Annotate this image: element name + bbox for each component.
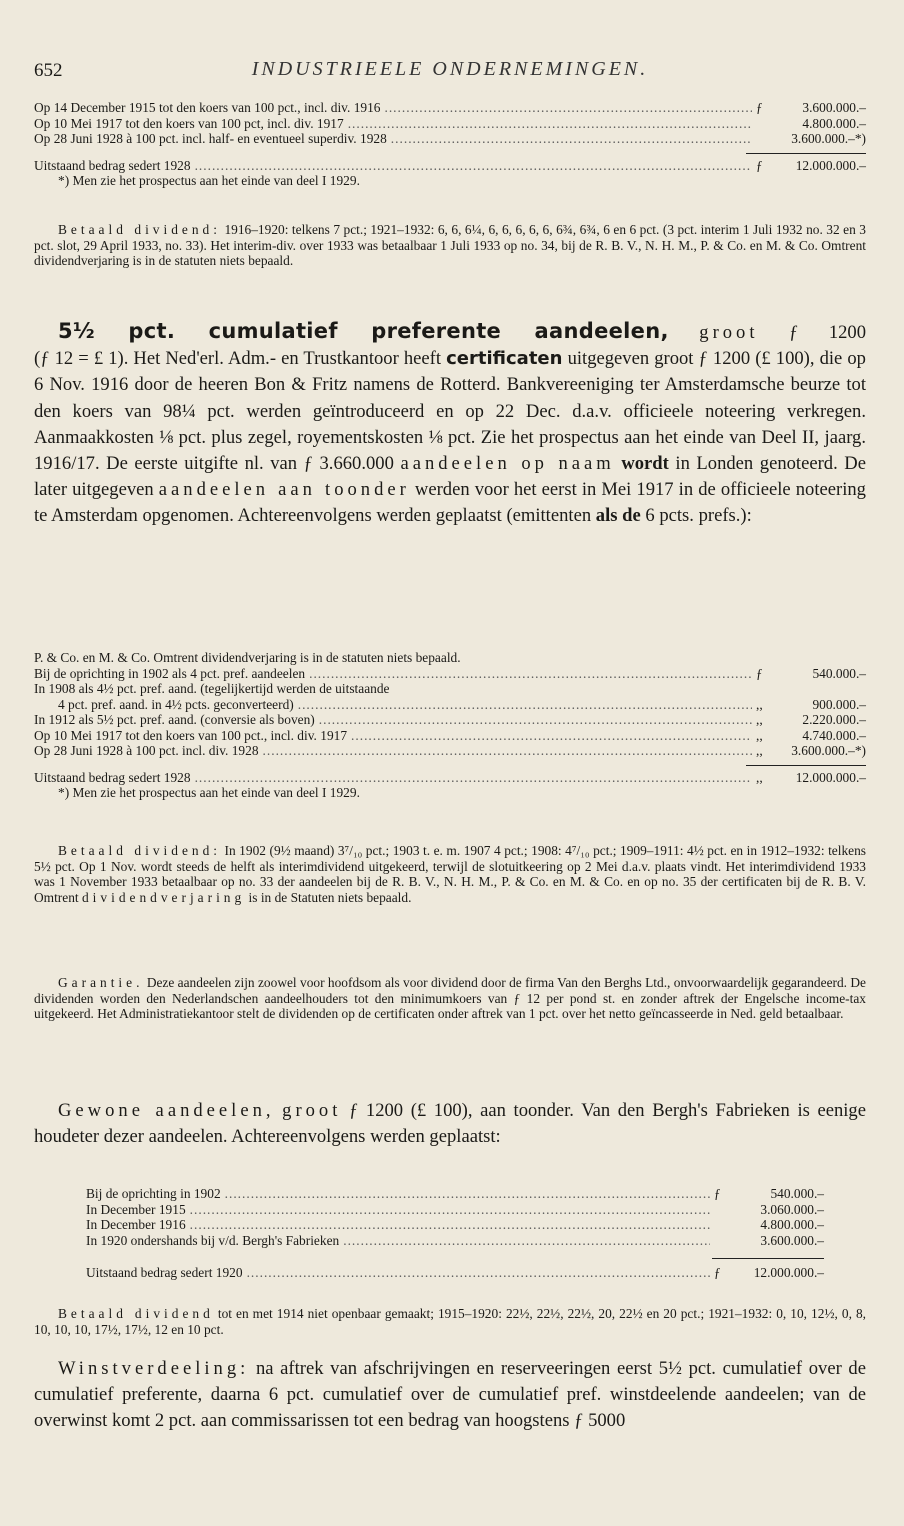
dividend-label: Betaald dividend: <box>58 843 221 858</box>
table-row: In December 1916 ..... 4.800.000.– <box>86 1217 824 1233</box>
guarantee-label: Garantie. <box>58 975 144 990</box>
dividend-label: Betaald dividend: <box>58 222 221 237</box>
table-row: In 1912 als 5½ pct. pref. aand. (conversie als boven) ..... ,, 2.220.000.– <box>34 712 866 728</box>
table-row: Bij de oprichting in 1902 ..... ƒ 540.000.– <box>86 1186 824 1202</box>
table-row: In 1920 ondershands bij v/d. Bergh's Fabrieken ..... 3.600.000.– <box>86 1233 824 1249</box>
table-row: Op 10 Mei 1917 tot den koers van 100 pct, incl. div. 1917 ..... 4.800.000.– <box>34 116 866 132</box>
ordinary-shares-label: Gewone aandeelen, <box>58 1100 275 1121</box>
dividend-paragraph-1 <box>34 222 866 269</box>
issue-table-2 <box>34 650 866 801</box>
footnote: *) Men zie het prospectus aan het einde van deel I 1929. <box>58 173 360 188</box>
table-row: In December 1915 ..... 3.060.000.– <box>86 1202 824 1218</box>
ordinary-shares-paragraph: Gewone aandeelen, groot ƒ 1200 (£ 100), aan toonder. Van den Bergh's Fabrieken is eenige houdeter dezer aandeelen. Achtereenvolgens werden geplaatst: <box>34 1100 866 1148</box>
table-intro: P. & Co. en M. & Co. Omtrent dividendverjaring is in de statuten niets bepaald. <box>34 650 461 665</box>
table-row: Op 28 Juni 1928 à 100 pct. incl. div. 1928 ..... ,, 3.600.000.–*) <box>34 743 866 759</box>
guarantee-paragraph: Garantie. Deze aandeelen zijn zoowel voor hoofdsom als voor dividend door de firma Van den Berghs Ltd., onvoorwaardelijk gegarandeerd. De dividenden worden den Nederlandschen aandeelhouders tot den minimumkoers van ƒ 12 per pond st. en zonder aftrek der Engelsche income-tax uitgekeerd. Het Administratiekantoor stelt de dividenden op de certificaten onder aftrek van 1 pct. over het netto geïncasseerde in Ned. geld betaalbaar. <box>34 975 866 1021</box>
certificaten-term: certificaten <box>446 348 563 370</box>
profit-distribution-label: Winstverdeeling: <box>58 1358 250 1379</box>
total-row: Uitstaand bedrag sedert 1928 ..... ,, 12.000.000.– <box>34 770 866 786</box>
page-header <box>34 56 866 86</box>
table-row: Op 28 Juni 1928 à 100 pct. incl. half- en eventueel superdiv. 1928 ..... 3.600.000.–*) <box>34 131 866 147</box>
total-row: Uitstaand bedrag sedert 1920 ..... ƒ 12.000.000.– <box>86 1265 824 1281</box>
table-row: In 1908 als 4½ pct. pref. aand. (tegelijkertijd werden de uitstaande <box>34 681 390 696</box>
table-row: 4 pct. pref. aand. in 4½ pcts. geconverteerd) ..... ,, 900.000.– <box>34 697 866 713</box>
table-row: Op 14 December 1915 tot den koers van 100 pct., incl. div. 1916 ..... ƒ 3.600.000.– <box>34 100 866 116</box>
table-row: Op 10 Mei 1917 tot den koers van 100 pct., incl. div. 1917 ..... ,, 4.740.000.– <box>34 728 866 744</box>
dividend-text: 1916–1920: telkens 7 pct.; 1921–1932: 6, 6, 6¼, 6, 6, 6, 6, 6, 6¾, 6¾, 6 en 6 pct. (3 pct. interim 1 Juli 1932 no. 32 en 3 pct. slot, 29 April 1933, no. 33). Het interim-div. over 1933 was betaalbaar 1 Juli 1933 op no. 34, bij de R. B. V., N. H. M., P. & Co. en M. & Co. Omtrent dividendverjaring is in de statuten niets bepaald. <box>34 222 866 268</box>
issue-table-1 <box>34 100 866 189</box>
dividend-label: Betaald dividend <box>58 1306 214 1321</box>
dividend-paragraph-2: Betaald dividend: In 1902 (9½ maand) 3⁷/₁₀ pct.; 1903 t. e. m. 1907 4 pct.; 1908: 4⁷/₁₀ pct.; 1909–1911: 4½ pct. en in 1912–1932: telkens 5½ pct. Op 1 Nov. wordt steeds de helft als interimdividend uitgekeerd, terwijl de slotuitkeering op 2 Mei d.a.v. plaats vindt. Het interimdividend 1933 was 1 November 1933 betaalbaar op no. 33 der aandeelen bij de R. B. V., N. H. M., P. & Co. en M. & Co. en op no. 35 der certificaten bij de R. B. V. Omtrent dividendverjaring is in de Statuten niets bepaald. <box>34 843 866 905</box>
total-row: Uitstaand bedrag sedert 1928 ..... ƒ 12.000.000.– <box>34 158 866 174</box>
dividend-paragraph-3: Betaald dividend tot en met 1914 niet openbaar gemaakt; 1915–1920: 22½, 22½, 22½, 20, 22½ en 20 pct.; 1921–1932: 0, 10, 12½, 0, 8, 10, 10, 10, 17½, 17½, 12 en 10 pct. <box>34 1306 866 1337</box>
total-rule <box>712 1258 824 1259</box>
profit-distribution-paragraph: Winstverdeeling: na aftrek van afschrijvingen en reserveeringen eerst 5½ pct. cumulatief over de cumulatief preferente, daarna 6 pct. cumulatief over de cumulatief pref. winstdeelende aandeelen; van de overwinst komt 2 pct. aan commissarissen tot een bedrag van hoogstens ƒ 5000 <box>34 1358 866 1432</box>
preferred-shares-section: 5½ pct. cumulatief preferente aandeelen, groot ƒ 1200 (ƒ 12 = £ 1). Het Ned'erl. Adm.- en Trustkantoor heeft certificaten uitgegeven groot ƒ 1200 (£ 100), die op 6 Nov. 1916 door de heeren Bon & Fritz namens de Rotterd. Bankvereeniging ter Amsterdamsche beurze tot den koers van 98¼ pct. werden geïntroduceerd en op 22 Dec. d.a.v. officieele noteering verkregen. Aanmaakkosten ⅛ pct. plus zegel, royementskosten ⅛ pct. Zie het prospectus aan het einde van Deel II, jaarg. 1916/17. De eerste uitgifte nl. van ƒ 3.660.000 aandeelen op naam wordt in Londen genoteerd. De later uitgegeven aandeelen aan toonder werden voor het eerst in Mei 1917 in de officieele noteering te Amsterdam opgenomen. Achtereenvolgens werden geplaatst (emittenten als de 6 pcts. prefs.): <box>34 319 867 527</box>
groot-label: groot <box>699 322 759 343</box>
table-row: Bij de oprichting in 1902 als 4 pct. pref. aandeelen ..... ƒ 540.000.– <box>34 666 866 682</box>
total-rule <box>746 765 866 766</box>
section-heading: 5½ pct. cumulatief preferente aandeelen, <box>58 319 669 343</box>
total-rule <box>746 153 866 154</box>
issue-table-3 <box>86 1186 824 1281</box>
nominal-amount: ƒ 1200 <box>789 322 867 343</box>
page-number: 652 <box>34 60 63 81</box>
footnote: *) Men zie het prospectus aan het einde van deel I 1929. <box>58 785 360 800</box>
running-title: INDUSTRIEELE ONDERNEMINGEN. <box>251 58 649 80</box>
